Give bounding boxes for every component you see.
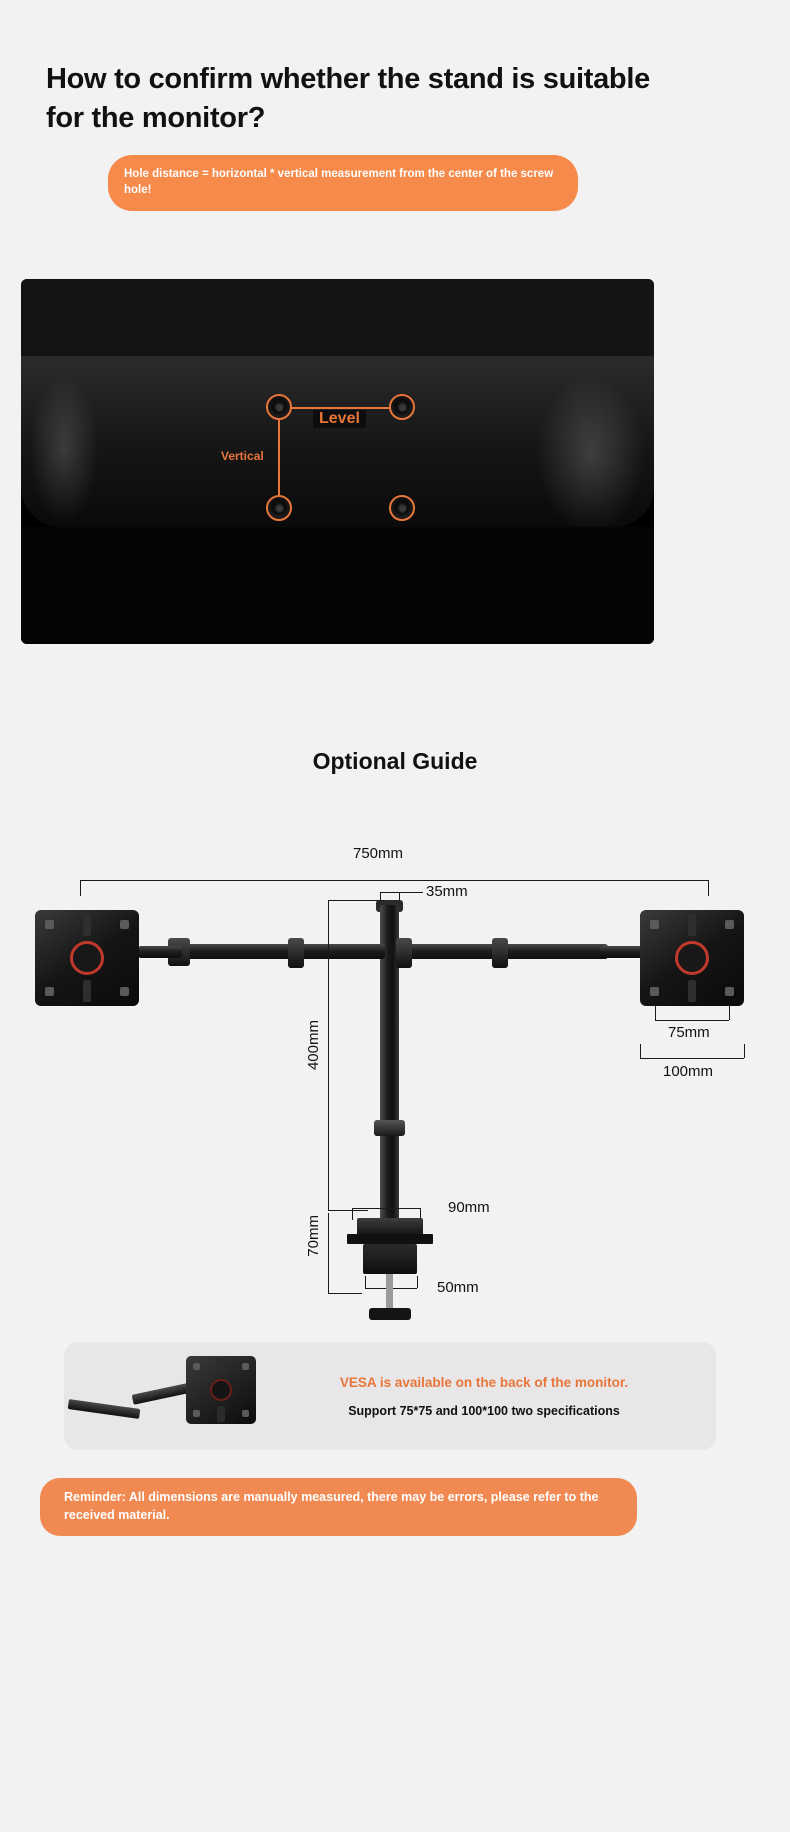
- vesa-info-card: [64, 1342, 716, 1450]
- mini-ring: [210, 1379, 232, 1401]
- screw-hole-bottom-right: [389, 495, 415, 521]
- clamp-plate: [347, 1234, 433, 1244]
- vesa-plate-right: [640, 910, 744, 1006]
- dim-clamp-depth: 90mm: [448, 1199, 490, 1216]
- mini-arm-lower: [68, 1399, 141, 1419]
- screw-hole-top-right: [389, 394, 415, 420]
- vesa-hole-br-left-plate: [120, 987, 129, 996]
- vesa-hole-tr-right-plate: [725, 920, 734, 929]
- vesa-availability-text: VESA is available on the back of the monitor.: [339, 1375, 629, 1390]
- vesa-plate-left: [35, 910, 139, 1006]
- vesa-ring-left-plate: [70, 941, 104, 975]
- dim-clamp-height: 70mm: [305, 1215, 322, 1257]
- mini-hole-tr: [242, 1363, 249, 1370]
- clamp-screw: [386, 1274, 393, 1312]
- dim-pole-height: 400mm: [305, 1020, 322, 1071]
- joint-right-mid: [396, 938, 412, 968]
- span-line-pole-height: [328, 900, 329, 1210]
- vesa-hole-bl-right-plate: [650, 987, 659, 996]
- arm-left-link: [138, 946, 182, 958]
- span-line-total: [80, 880, 708, 881]
- span-tick-clamp-height-bottom: [328, 1293, 362, 1294]
- span-tick-height-top: [328, 900, 384, 901]
- screw-hole-top-left: [266, 394, 292, 420]
- mini-vesa-plate: [186, 1356, 256, 1424]
- horizontal-measure-line: [279, 407, 402, 409]
- arm-right-link: [600, 946, 644, 958]
- section-title-optional-guide: Optional Guide: [312, 748, 478, 774]
- span-tick-height-bottom: [328, 1210, 368, 1211]
- page-title: How to confirm whether the stand is suitable for the monitor?: [46, 63, 650, 134]
- vertical-label: Vertical: [221, 449, 264, 463]
- screw-hole-bottom-left: [266, 495, 292, 521]
- vesa-ring-right-plate: [675, 941, 709, 975]
- monitor-glow-left: [29, 374, 99, 524]
- vesa-slot-bottom-left-plate: [83, 980, 91, 1002]
- span-line-vesa-75: [655, 1020, 729, 1021]
- span-tick-clamp-width-right: [417, 1276, 418, 1288]
- vesa-support-text: Support 75*75 and 100*100 two specifications: [348, 1404, 620, 1418]
- dim-pole-width: 35mm: [426, 883, 468, 900]
- joint-left-mid: [288, 938, 304, 968]
- vesa-slot-top-right-plate: [688, 914, 696, 936]
- level-label: Level: [313, 410, 366, 428]
- monitor-glow-right: [536, 374, 646, 534]
- span-tick-vesa-75-right: [729, 1006, 730, 1020]
- span-line-pole-width: [380, 892, 423, 893]
- dim-vesa-75: 75mm: [668, 1024, 710, 1041]
- hole-distance-note: Hole distance = horizontal * vertical measurement from the center of the screw hole!: [108, 155, 578, 211]
- joint-right-inner: [492, 938, 508, 968]
- reminder-banner: Reminder: All dimensions are manually measured, there may be errors, please refer to the received material.: [40, 1478, 637, 1536]
- span-tick-total-left: [80, 880, 81, 896]
- monitor-top-section: [21, 279, 654, 357]
- span-tick-vesa-75-left: [655, 1006, 656, 1020]
- span-tick-total-right: [708, 880, 709, 896]
- dim-total-width: 750mm: [353, 845, 404, 862]
- mini-hole-tl: [193, 1363, 200, 1370]
- span-tick-vesa-100-left: [640, 1044, 641, 1058]
- dim-clamp-width: 50mm: [437, 1279, 479, 1296]
- dim-vesa-100: 100mm: [663, 1063, 714, 1080]
- vesa-slot-bottom-right-plate: [688, 980, 696, 1002]
- monitor-back-illustration: [21, 279, 654, 644]
- vesa-hole-tl-right-plate: [650, 920, 659, 929]
- vesa-hole-tl-left-plate: [45, 920, 54, 929]
- span-tick-vesa-100-right: [744, 1044, 745, 1058]
- span-line-vesa-100: [640, 1058, 744, 1059]
- vesa-hole-bl-left-plate: [45, 987, 54, 996]
- span-line-clamp-depth: [352, 1208, 420, 1209]
- mini-slot-top: [217, 1358, 225, 1374]
- span-line-clamp-height: [328, 1213, 329, 1293]
- arm-left-outer: [175, 944, 385, 959]
- pole-adjust-knob: [374, 1120, 405, 1136]
- vertical-measure-line: [278, 407, 280, 508]
- vesa-slot-top-left-plate: [83, 914, 91, 936]
- clamp-body: [363, 1244, 417, 1274]
- clamp-foot: [369, 1308, 411, 1320]
- vesa-hole-br-right-plate: [725, 987, 734, 996]
- vesa-hole-tr-left-plate: [120, 920, 129, 929]
- stand-dimension-diagram: [0, 820, 790, 1340]
- mini-hole-br: [242, 1410, 249, 1417]
- span-tick-clamp-depth-left: [352, 1208, 353, 1220]
- mini-hole-bl: [193, 1410, 200, 1417]
- monitor-bottom-section: [21, 527, 654, 644]
- mini-slot-bottom: [217, 1406, 225, 1422]
- span-tick-clamp-width-left: [365, 1276, 366, 1288]
